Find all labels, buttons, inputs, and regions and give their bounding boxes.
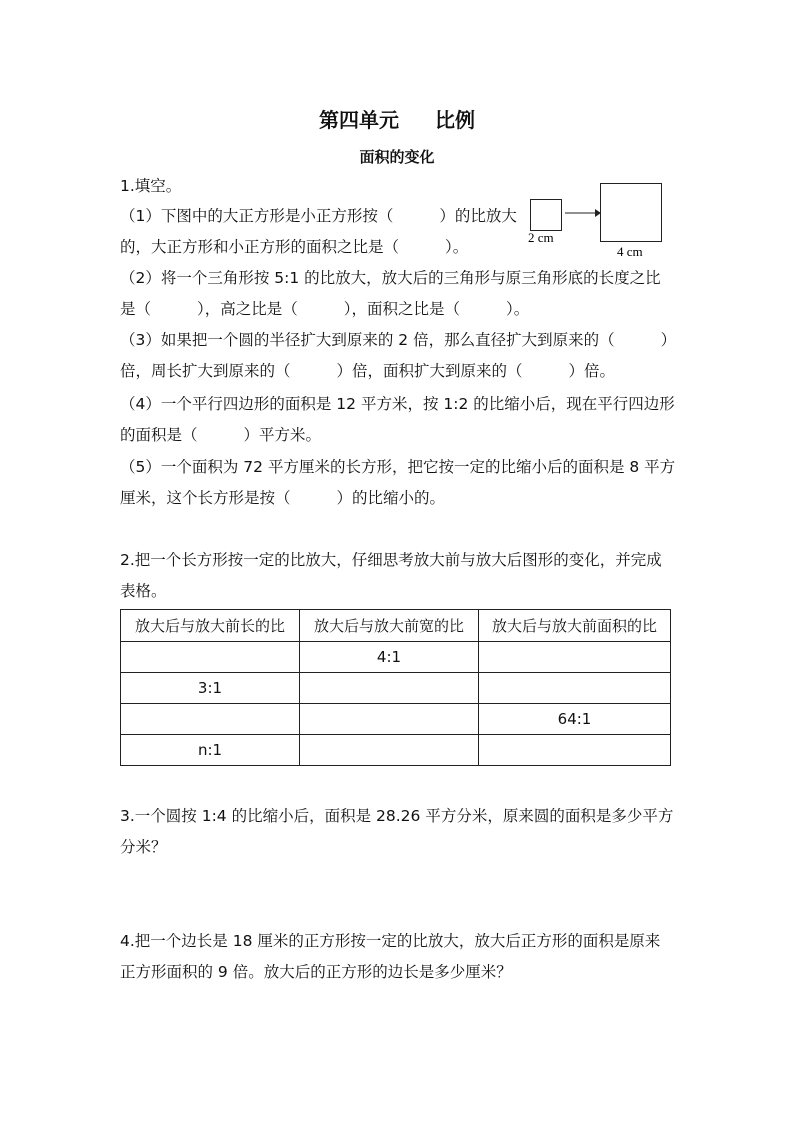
table-cell[interactable] (300, 673, 479, 704)
squares-figure (524, 180, 666, 260)
q4-line1: 4.把一个边长是 18 厘米的正方形按一定的比放大，放大后正方形的面积是原来 (120, 932, 661, 950)
table-cell[interactable] (479, 735, 671, 766)
q1-part4-line1: （4）一个平行四边形的面积是 12 平方米，按 1:2 的比缩小后，现在平行四边形 (120, 395, 675, 413)
table-cell[interactable] (121, 704, 300, 735)
table-row (121, 673, 671, 704)
table-cell[interactable] (479, 642, 671, 673)
page-title (0, 104, 794, 133)
large-square (601, 184, 662, 242)
large-square-label: 4 cm (617, 244, 643, 259)
q4-line2: 正方形面积的 9 倍。放大后的正方形的边长是多少厘米？ (120, 963, 512, 981)
q1-title: 1.填空。 (120, 177, 182, 195)
table-cell[interactable] (300, 704, 479, 735)
table-header-row (121, 610, 671, 642)
q1-part3-line2: 倍，周长扩大到原来的（ ）倍，面积扩大到原来的（ ）倍。 (120, 362, 616, 380)
header-width-ratio: 放大后与放大前宽的比 (300, 610, 479, 642)
ratio-table (120, 609, 671, 766)
q1-part5-line2: 厘米，这个长方形是按（ ）的比缩小的。 (120, 489, 446, 507)
table-row (121, 642, 671, 673)
q2-line2: 表格。 (120, 582, 167, 600)
table-row (121, 704, 671, 735)
q1-part4-line2: 的面积是（ ）平方米。 (120, 426, 322, 444)
table-cell: 64:1 (479, 704, 671, 735)
table-cell: 3:1 (121, 673, 300, 704)
q3-line1: 3.一个圆按 1:4 的比缩小后，面积是 28.26 平方分米，原来圆的面积是多少平方 (120, 807, 674, 825)
table-cell[interactable] (121, 642, 300, 673)
header-length-ratio: 放大后与放大前长的比 (121, 610, 300, 642)
q1-part1-line2: 的，大正方形和小正方形的面积之比是（ ）。 (120, 238, 469, 256)
table-cell: n:1 (121, 735, 300, 766)
small-square-label: 2 cm (528, 230, 554, 245)
table-cell[interactable] (300, 735, 479, 766)
q1-part2-line2: 是（ ），高之比是（ ），面积之比是（ ）。 (120, 300, 530, 318)
q1-part5-line1: （5）一个面积为 72 平方厘米的长方形，把它按一定的比缩小后的面积是 8 平方 (120, 458, 676, 476)
small-square (531, 200, 562, 231)
q1-part1-line1: （1）下图中的大正方形是小正方形按（ ）的比放大 (120, 207, 517, 225)
table-cell: 4:1 (300, 642, 479, 673)
table-cell[interactable] (479, 673, 671, 704)
header-area-ratio: 放大后与放大前面积的比 (479, 610, 671, 642)
lesson-subtitle: 面积的变化 (359, 148, 435, 166)
unit-title: 第四单元 (319, 108, 399, 132)
q2-line1: 2.把一个长方形按一定的比放大，仔细思考放大前与放大后图形的变化，并完成 (120, 551, 662, 569)
topic-title: 比例 (435, 108, 475, 132)
q3-line2: 分米？ (120, 838, 167, 856)
q1-part2-line1: （2）将一个三角形按 5:1 的比放大，放大后的三角形与原三角形底的长度之比 (120, 269, 661, 287)
q1-part3-line1: （3）如果把一个圆的半径扩大到原来的 2 倍，那么直径扩大到原来的（ ） (120, 331, 677, 349)
table-row (121, 735, 671, 766)
